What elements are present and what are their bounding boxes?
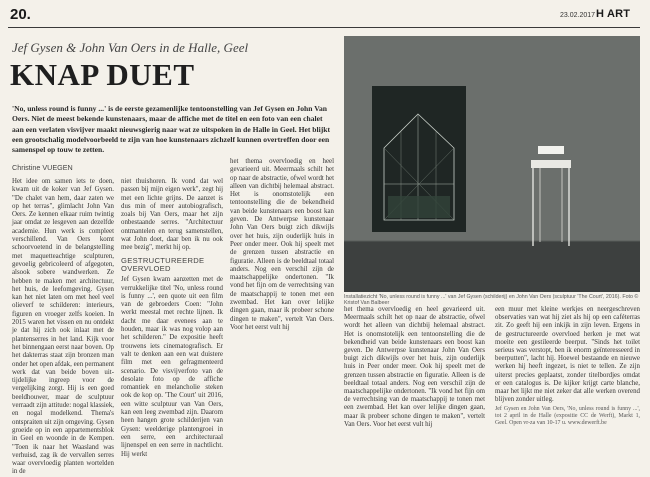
article-column-2-text: niet thuishoren. Ik vond dat wel passen bij mijn eigen werk", zegt hij met een lichte grijns. De aanzet is dus min of meer autobiografisch, zoals bij Van Oers, maar het zijn onbestaande serres. "Architectuur ontmantelen en terug samenstellen, wat John doet, daar ben ik nu ook mee bezig", merkt hij op. bbox=[121, 178, 223, 252]
exhibition-info: Jef Gysen en John Van Oers, 'No, unless round is funny ...', tot 2 april in de Halle (expositie CC de Werft), Markt 1, Geel. Open vr-za van 10-17 u. www.dewerft.be bbox=[495, 406, 640, 427]
photo-caption: Installatiezicht 'No, unless round is funny ...' van Jef Gysen (schilderij) en John Van Oers (sculptuur 'The Court', 2016). Foto © Kristof Van Balbeer bbox=[344, 294, 639, 306]
exhibition-photo bbox=[344, 36, 640, 292]
article-byline: Christine VUEGEN bbox=[12, 163, 73, 172]
header-rule bbox=[8, 27, 640, 28]
article-column-1: Het idee om samen iets te doen, kwam uit de koker van Jef Gysen. "De chalet van hem, daar zaten we op het terras", glimlacht John Van Oers. Ze kennen elkaar ruim twintig jaar omdat ze lesgeven aan dezelfde academie. Hun werk is compleet verschillend. Van Oers komt schoorvoetend in de belangstelling met maquetteachtige sculpturen, gevoelig gebricoleerd of afgegoten, alsook sobere wandwerken. Ze hebben te maken met architectuur, het huis, de leefomgeving. Gysen kan het niet laten om met heel veel olieverf te schilderen: interieurs, figuren en vroeger zelfs koeien. In 2015 waren het vissen en nu ontdekt je dat hij zich ook inlaat met de plantenserres in het land. Kijk voor het binnengaan eerst naar boven. Op het dakterras staat zijn bronzen man onder het open afdak, een permanent werk dat van beide boven uit-tijdelijke ingreep voor de vergelijking zorgt. Hij is een goed beeldhouwer, maar de sculptuur verraadt zijn attitude: nogal klassiek, en nogal modelkend. Thema's ontspraiten uit zijn omgeving. Gysen groeide op in een appartementsblok in Geel en woonde in de Kempen. "Toen ik naar het Waasland was verhuisd, zag ik de vervallen serres waar overvloedig planten wortelden in de bbox=[12, 178, 115, 476]
article-subhead: GESTRUCTUREERDE OVERVLOED bbox=[121, 255, 205, 273]
article-column-5 bbox=[495, 306, 640, 427]
article-column-5-text: een muur met kleine werkjes en neergeschreven observaties van wat hij ziet als hij op een caféterras zit. Zo geeft hij een inkijk in zijn leven. Ergens in de gestructureerde overvloed herken je met wat moeite een gestileerde beerput. "Sinds het toilet serieus was verstopt, ben ik enorm geïnteresseerd in beerputten", lacht hij. Hoewel bestaande en nieuwe werken hij heeft ingezet, is niet te tellen. Ze zijn uiterst precies geplaatst, zonder titelbordjes omdat er een catalogus is. De kijker krijgt carte blanche, maar het lijkt me niet zeker dat alle werken overend blijven zonder uitleg. bbox=[495, 306, 640, 404]
installation-view-image bbox=[344, 36, 640, 292]
article-lead: 'No, unless round is funny ...' is de eerste gezamenlijke tentoonstelling van Jef Gysen en John Van Oers. Niet de meest bekende kunstenaars, maar de affiche met de titel en een foto van een chalet aan een verlaten visvijver maakt nieuwsgierig naar wat ze uitspoken in de Halle in Geel. Het blijkt een grootschalig modelvoorbeeld te zijn van hoe kunstenaars zichzelf kunnen overtreffen door een samenspel op touw te zetten. bbox=[12, 104, 331, 155]
article-column-4: het thema overvloedig en heel gevarieerd uit. Meermaals schilt het op naar de abstractie, ofwel wordt het alleen van dichtbij helemaal abstract. Het is onomstotelijk een tentoonstelling die de bekendheid van beide kunstenaars een boost kan geven. De Antwerpse kunstenaar John Van Oers buigt zich dikwijls over het huis, zijn ouderlijk huis in Peer onder meer. Ook hij speelt met de grenzen tussen abstractie en figuratie. Alleen is de beeldtaal totaal anders. Nog een verschil zijn de maatschappelijke ondertonen. "Ik vond het fijn om de verrechtsing van de maatschappij te tonen met een zwembad. Het kan over lelijke dingen gaan, maar ik probeer schone dingen te maken", vertelt Van Oers. Voor het eerst vult hij bbox=[344, 306, 485, 428]
article-column-2 bbox=[121, 178, 223, 458]
article-kicker: Jef Gysen & John Van Oers in de Halle, Geel bbox=[12, 40, 249, 55]
article-headline: KNAP DUET bbox=[10, 57, 195, 92]
page-number: 20. bbox=[10, 6, 31, 23]
issue-date: 23.02.2017 bbox=[560, 12, 596, 19]
greenhouse-painting bbox=[372, 86, 466, 232]
article-column-3: het thema overvloedig en heel gevarieerd uit. Meermaals schilt het op naar de abstractie, ofwel wordt het alleen van dichtbij helemaal abstract. Het is onomstotelijk een tentoonstelling die de bekendheid van beide kunstenaars een boost kan geven. De Antwerpse kunstenaar John Van Oers buigt zich dikwijls over het huis, zijn ouderlijk huis in Peer onder meer. Ook hij speelt met de grenzen tussen abstractie en figuratie. Alleen is de beeldtaal totaal anders. Nog een verschil zijn de maatschappelijke ondertonen. "Ik vond het fijn om de verrechtsing van de maatschappij te tonen met een zwembad. Het kan over lelijke dingen gaan, maar ik probeer schone dingen te maken", vertelt Van Oers. Voor het eerst vult hij bbox=[230, 158, 334, 331]
section-title: H ART bbox=[596, 8, 631, 20]
article-column-2-continued: Jef Gysen kwam aanzetten met de verrukkelijke titel 'No, unless round is funny ...', een quote uit een film van de gebroeders Coen: "John werkt meestal met rechte lijnen. Ik dacht me daar evenees aan te houden, maar ik was nog volop aan het schilderen." De expositie heeft trouwens iets cinematografisch. Er valt te denken aan een wat duistere film met een gefragmenteerd scenario. De visvijverfoto van de desolate foto op de affiche romantiek en melancholie steken ook de kop op. 'The Court' uit 2016, een witte sculptuur van Van Oers, kan een leeg zwembad zijn. Daarom heen hangen grote schilderijen van Gysen: weelderige plantengroei in een serre, een architecturaal lijnenspel en een serre in nachtlicht. Hij werkt bbox=[121, 276, 223, 458]
